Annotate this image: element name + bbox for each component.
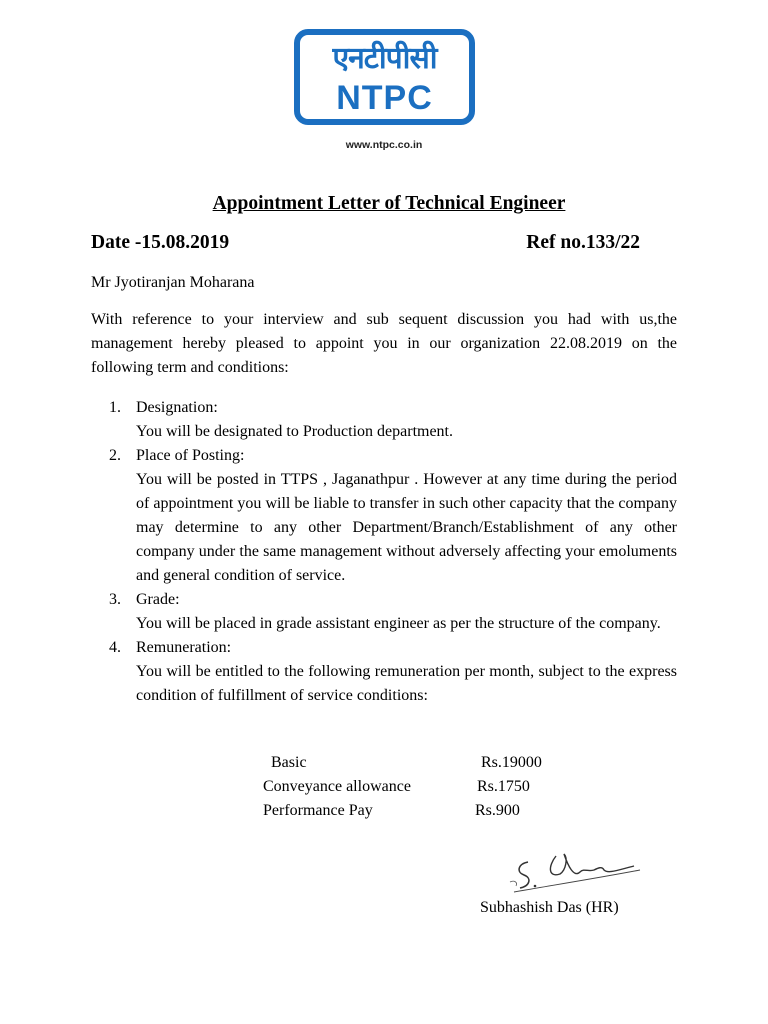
term-item [91, 396, 677, 444]
letter-date: Date -15.08.2019 [91, 232, 230, 253]
term-heading: Place of Posting: [136, 447, 245, 464]
pay-amount: Rs.900 [475, 802, 520, 819]
addressee: Mr Jyotiranjan Moharana [91, 274, 255, 291]
term-item [91, 588, 677, 636]
term-number: 1. [109, 399, 121, 416]
term-item [91, 636, 677, 708]
website-url: www.ntpc.co.in [345, 139, 423, 151]
logo-english-text: NTPC [336, 79, 433, 117]
reference-number: Ref no.133/22 [526, 232, 640, 253]
pay-label: Basic [271, 754, 307, 771]
term-number: 4. [109, 639, 121, 656]
pay-amount: Rs.1750 [477, 778, 530, 795]
term-body: You will be placed in grade assistant engineer as per the structure of the company. [136, 615, 661, 632]
letter-title: Appointment Letter of Technical Engineer [212, 193, 566, 214]
signature-scribble [508, 848, 643, 896]
term-item [91, 444, 677, 588]
term-body: You will be designated to Production department. [136, 423, 453, 440]
term-heading: Designation: [136, 399, 218, 416]
pay-label: Performance Pay [263, 802, 373, 819]
pay-amount: Rs.19000 [481, 754, 542, 771]
term-body: You will be posted in TTPS , Jaganathpur . However at any time during the period of appointment you will be liable to transfer in such other capacity that the company may determine to any other Department/Branch/Establishment of any other company under the same management without adversely affecting your emoluments and general condition of service. [136, 471, 677, 584]
term-heading: Grade: [136, 591, 180, 608]
logo-hindi-text: एनटीपीसी [332, 41, 437, 76]
ntpc-logo [294, 29, 475, 125]
intro-paragraph: With reference to your interview and sub sequent discussion you had with us,the management hereby pleased to appoint you in our organization 22.08.2019 on the following term and conditions: [91, 311, 677, 376]
terms-list [91, 396, 677, 708]
term-heading: Remuneration: [136, 639, 232, 656]
signatory-name: Subhashish Das (HR) [480, 899, 619, 916]
pay-label: Conveyance allowance [263, 778, 411, 795]
term-number: 2. [109, 447, 121, 464]
term-number: 3. [109, 591, 121, 608]
term-body: You will be entitled to the following remuneration per month, subject to the express condition of fulfillment of service conditions: [136, 663, 677, 704]
